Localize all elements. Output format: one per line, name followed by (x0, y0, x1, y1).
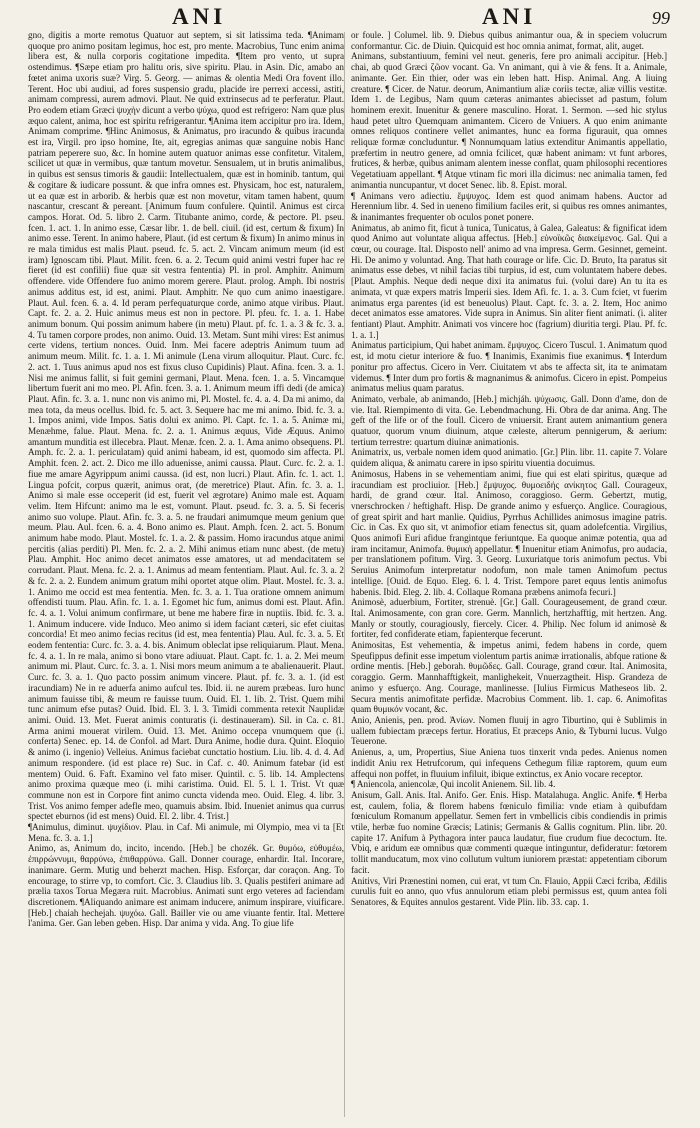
running-head-right: ANI (482, 4, 537, 29)
right-column (351, 30, 667, 1120)
entry-animatus-participle: Animatus participium, Qui habet animam. ἔμψυχος. Cicero Tuscul. 1. Animatum quod est, id motu cietur interiore & fuo. ¶ Inanimis, Exanimis fiue exanimus. ¶ Interdum ponitur pro affectus. Cicero in Verr. Ciuitatem vt abs te affecta sit, ita te animatam videmus. ¶ Inter dum pro fortis & magnanimus & animofus. Cicero in epist. Pompeius animatus melius quam paratus. (351, 340, 667, 394)
entry-animose: Animosè, aduerbium, Fortiter, strenuè. [Gr.] Gall. Courageusement, de grand cœur. Ital. Animosamente, con gran core. Germ. Mannlich, hertzhafftig, mit hertzen. Ang. Manly or stoutly, couragiously, fiercely. Cicer. 4. Philip. Nec folum id animosè & fortiter, fed confiderate etiam, fapienterque fecerunt. (351, 597, 667, 640)
entry-animositas: Animositas, Est vehementia, & impetus animi, fedem habens in corde, quem Speufippus definit esse impetum violentum partis animæ irrationalis, abfque ratione & ordine mentis. [Heb.] geborah. θυμῶδες. Gall. Courage, grand cœur. Ital. Animosita, coraggio. Germ. Mannhafftigkeit, manlighekeit, Vnuerzagtheit. Hisp. Grandeza de animo y esfuerço. Ang. Courage, manlinesse. [Iulius Firmicus Matheseos lib. 2. Secura mentis animofitate perfidæ. Macrobius Comment. lib. 1. cap. 6. Animofitas quam θυμικόν vocant, &c. (351, 640, 667, 715)
entry-animosus: Animosus, Habens in se vehementiam animi, fiue qui est elati spiritus, quæque ad iracundiam est procliuior. [Heb.] ἔμψυχος. θυμοειδής ανίκητος Gall. Courageux, hardi, de grand cœur. Ital. Animoso, coraggioso. Germ. Gebertzt, mutig, vnerschrocken / heftighaft. Hisp. De grande animo y esfuerço. Anglice. Couragious, of great spirit and hart manlie. Quidius, Pyrrhus Achillides animosus imagine patris. Cic. in Cas. Ex quo sit, vt animofior etiam fenectus sit, quam adolefcentia. Virgilius, Quos animofi Euri afidue frangintque feriuntque. Ea quoque animæ potentia, qua ad iram incitamur, Animofa. θυμικὴ appellatur. ¶ Inuenitur etiam Animofus, pro audacia, per translationem pofitum. Virg. 3. Georg. Luxuriatque toris animofum pectus. Vbi Seruius Animofum interpretatur nodofum, non male tamen Animofum pectus intellige. [Ouid. de Equo. Eleg. 6. l. 4. Trist. Tempore paret equus lentis animofus habenis. Ibid. Eleg. 2. lib. 4. Collaque Romana præbens animofa fecuri.] (351, 468, 667, 597)
entry-anitius: Anitivs, Viri Prænestini nomen, cui erat, vt tum Cn. Flauio, Appii Cæci fcriba, Ædilis curulis fuit eo anno, quo vfus annulorum etiam plebi permissus est, quum antea foli Senatores, & Equites annulos gestarent. Vide Plin. lib. 33. cap. 1. (351, 875, 667, 907)
entry-animulus: ¶Animulus, diminut. ψυχίδιον. Plau. in Caf. Mi animule, mi Olympio, mea vi ta [Et Mena. fc. 3. a. 1.] (28, 822, 344, 843)
left-column (28, 30, 344, 1120)
entry-animus-continued: gno, digitis a morte remotus Quatuor aut septem, si sit latissima teda. ¶Animam quoque pro animo positam legimus, hoc est, pro mente. Macrobius, Tunc enim anima libera est, & nulla corporis cogitatione impedita. ¶Item pro vento, ut supra ostendimus. ¶Sæpe etiam pro halitu oris, sive spiritu. Plau. in Asin. Dic, amabo an fœtet anima uxoris suæ? Virg. 5. Georg. — animas & olentia Medi Ora fovent illo. Terent. Hoc ubi audiui, ad fores suspensio gradu, placide ire perrexi accessi, astiti, animam compressi, aurem admovi. Plaut. Ne quid extrinsecus ad te perferatur. Plaut. Pro eodem etiam Græci ψυχὴν dicunt a verbo ψύχω, quod est refrigero: Nam quæ plus æquo calent, anima, hoc est spiritu refrigerantur. ¶Anima item accipitur pro ira. Idem, Animam comprime. ¶Hinc Animosus, & Animatus, pro iracundo & quibus iracunda est ira, Virgil. pro ipso homine, Ite, ait, egregias animas quæ sanguine nobis Hanc patriam peperere suo, &c. In homine autem quatuor animas esse confitetur. Vitalem, scilicet ut quæ in vermibus, quæ tantum movetur. Sensualem, ut in brutis animalibus, in quibus est sensus timoris & gaudii: Intellectualem, quæ est in hominib. tantum, qui & cogitare & iudicare possunt. & que infra omnes est. Physicam, hoc est, naturalem, ut ea quæ est in arborib. & herbis quæ est non movetur, vitam tamen habent, quum nascantur, crescant & pereant. [Animum fuum confulere. Quintil. Animus est circa campos. Horat. Od. 5. libro 2. Carm. Titubante animo, corde, & pectore. Pl. pseu. fcen. 1. act. 1. In animo esse, Cæsar libr. 1. de bell. ciuil. (id est, certum & fixum) In animo esse. Terent. In animo habere, Plaut. (id est certum & fixum) In animo minus in re mala timidus est malis Plaut. pseud. fc. 5. act. 2. Vincam animum meum (id est iram) Ignoscam tibi. Plaut. Milit. fcen. 6. a. 2. Tecum quid animi vestri fuper hac re fieret (id est confilii) fiue quæ sit vestra fententia) Pl. in prol. Amphitr. Animum offendere. vide Offendere fuo animo morem gerere. Plaut. prolog. Amph. Ibi nostris animus additus est, id est, animi. Plaut. Amphitr. Ne quo cum animo inaestigare. Plaut. Aul. fcen. 6. a. 4. Id peram perfequaturque corde, animo atque viribus. Plaut. Capt. fc. 2. a. 2. Huic animus meus est non in pectore. Pl. pfeu. fc. 1. a. 1. Habe animum bonum. Qui possim animum habere (in metu) Plaut. pf. fc. 1. a. 3 & fc. 3. a. 4. Tu tamen corpore prodes, non animo. Ouid. 13. Metam. Sunt mihi vires: Est animus certe videns, tertium nonces. Ouid. Inm. Mei facere adeptris Animum tuum ad animum meum. Milit. fc. 1. a. 1. Mi animule (Lena virum alloquitur. Plaut. Curc. fc. 2. act. 1. Tuus animus apud nos est fixus cluso Cupidinis) Plaut. Afina. fcen. 3. a. 1. Nisi me animus fallit, si fuit gemini germani, Plaut. Mena. fcen. 1. a. 5. Vincamque libertum fuerit ani mo meo. Pl. Afin. fcen. 3. a. 1. Animum meum iffi dedi (de amica) Plaut. Afin. fc. 3. a. 1. nunc non vis animo mi, Pl. Mostel. fc. 4. a. 4. Da mi animo, da mea tota, da meus ocellus. Ibid. fc. 5. act. 3. Sequere hac me mi animo. Ibid. fc. 3. a. 1. Impos animi, vide Impos. Satis dolui ex animo. Pl. Capt. fc. 1. a. 5. Animæ mi, Menæhme, falue. Plaut. Mena. fc. 2. a. 1. Animus æquus, Vide Æquus. Animo amantum munditia est illecebra. Plaut. Menæ. fcen. 2. a. 1. Ama animo obsequens. Pl. Amph. fc. 2. a. 1. periculatam) quid animi habeam, id est, quomodo sim affecta. Pl. Amphit. fcen. 2. act. 2. Dico me illo aduenisse, animi caussa. Plaut. Curc. fc. 2. a. 1. fiue me amare Agyrippum animi caussa. (id est, non lucri.) Plaut. Afin. fc. 1. act. 1. Lingua pofcit, corpus quærit, animus orat, (de meretrice) Plaut. Afin. fc. 3. a. 1. Animo si male esse occeperit (id est, fuerit vel ægrotare) Animo male est. Aquam velim. Item Hifcunt: animo ma le est, vomunt. Plaut. pseud. fc. 3. a. 5. Si feceris animo suo volupe. Plaut. Afin. fc. 3. a. 5. ne fraudari animumque meum genium que meum. Plau. Aul. fcen. 6. a. 4. Bono animo es. Plaut. Amph. fcen. 2. act. 5. Bonum animum habe modo. Plaut. Mostel. fc. 1. a. 2. & passim. Homo iracundus atque animi percitis (alias perditi) Pl. Men. fc. 2. a. 2. Mihi animus etiam nunc abest. (de metu) Plau. Amphit. Hoc animo decet animatos esse amatores, ut ad mendacitatem se corrudant. Plaut. Mena. fc. 2. a. 1. Animus ad meam fententiam. Plaut. Aul. fc. 3. a. 2 & fc. 2. a. 2. Eundem animum gratum mihi oportet atque olim. Plaut. Mostel. fc. 3. a. 1. Animo me occid est mea fententia. Men. fc. 3. a. 1. Tua oratione omnem animum offendisti tuum. Plau. Afin. fc. 1. a. 1. Egomet hic fum, animus domi est. Plaut. Afin. fc. 4. a. 1. Volui animum confirmare, ut bene me habere firæ in nuptiis. Ibid. fc. 3. a. 1. Animum inducere. vide Induco. Meo animo si idem faciant cæteri, sic efet ciuitas concordia! Et meo animo fecias recitus (id est, mea fententia) Plau. Aul. fc. 3. a. 5. Et eodem fententia: Curc. fc. 3. a. 4. bis. Animum obleclat ipse reliquiarum. Plaut. Mena. fc. 4. a. 1. In re mala, animo si bono vtare adiuuat. Plaut. Capt. fc. 1. a. 2. Mei meum animum mi. Plaut. Curc. fc. 3. a. 1. Nisi mors meum animum a te abalienauerit. Plaut. Curc. fc. 3. a. 1. Quo pacto possim animum vincere. Plaut. pf. fc. 3. a. 1. (id est iracundiam) Ne in re aduerfa animo aufcul tes. Ibid. ii. ne aurem præbeas. Iuro hunc animum fauisse tibi, & meum re fauisse tuum. Ouid. El. 1. lib. 2. Trist. Quem mihi tunc animum efse putas? Ouid. Ibid. El. 3. l. 3. Timidi commenta retexit Nauplidæ animi. Ouid. 13. Met. Fuerat animis conturatis (i. destinaueram). Sil. in Ca. c. 81. Arma animi mouerat virilem. Ouid. 13. Met. Animo occepa vnumquem que (i. conferta) Senec. ep. 14. de Confol. ad Mart. Dura Anime, hodie dura. Quint. Eloquio & animo (i. ingenio) Velleius. Animus faciebat cunctatio hostium. Liu. lib. 4. d. 4. Ad animum respondere. (id est place re) Suc. in Caf. c. 40. Animum fatebar (id est mentem) Ouid. 6. Faft. Examino vel fato miser. Quintil. c. 5. lib. 14. Amplectens animo proxima quæque meo (i. mihi caristima. Ouid. El. 5. l. 1. Trist. Vt quæ commune non est in Corpore fint animo cuncta videnda meo. Ouid. Eleg. 4. libr. 3. Trist. Vos animo femper adefle meo, quamuis absim. Ibid. Inueniet animus qua currus spectet eburnos (id est mens) Ouid. El. 2. libr. 4. Trist.] (28, 30, 344, 822)
entry-animatus: Animatus, ab animo fit, ficut à tunica, Tunicatus, à Galea, Galeatus: & fignificat idem quod Animo aut voluntate aliqua affectus. [Heb.] εὐνοϊκῶς διακείμενος. Gal. Qui a cœur, ou courage. Ital. Disposto nell' animo ad vna impresa. Germ. Gesinnet, gemeint. Hi. De animo y voluntad. Ang. That hath courage or life. Cic. D. Bruto, Ita paratus sit animatus esse debes, vt nihil facias tibi turpius, id est, cum voluntatem habere debes. [Plaut. Amphis. Neque dedi neque dixi ita animatus fui. (volui dare) An tu ita es animata, vt quæ expers matris Imperii sies. Idem Afi. fc. 1. a. 3. Cum fciet, vt fuerim animatus erga parentes (id est beneuolus) Plaut. Capt. fc. 3. a. 2. Item, Hoc animo decet animatos esse amatores. Vide supra in Animus. Sin aliter fient animati. (i. aliter fentiant) Plaut. Amphitr. Animati vos vincere hoc (fagrium) diuritia tergi. Plau. Pf. fc. 1. a. 1.] (351, 222, 667, 340)
entry-animans: Animans, substantiuum, femini vel neut. generis, fere pro animali accipitur. [Heb.] chai, ab quod Græci ζῶον vocant. Ga. Vn animant, qui à vie & fens. It a. Animale, animante. Ger. Ein thier, oder was ein leben hatt. Hisp. Animal. Ang. A liuing creature. ¶ Cicer. de Natur. deorum, Animantium aliæ coriis tectæ, aliæ villis vestitæ. Idem 1. de Legibus, Nam quum cæteras animantes abiecisset ad pastum, folum hominem erexit. Inuenitur & genere masculino. Horat. 1. Sermon. —sed hic stylus haud petet ultro Quemquam animantem. Cicero de Vniuers. A quo enim animante omnes reliquos continere vellet animantes, hunc ea forma figurauit, qua omnes reliquæ formæ concluduntur. ¶ Nonnumquam latius extenditur Animantis appellatio, præfertim in neutro genere, ad omnia fcilicet, quæ habent animam: vt funt arbores, frutices, & herbæ, quibus animam alentem inesse conflat, quam philosophi recentiores Vegetatiuam appellant. ¶ Atque vtinam fic mori illa dicimus: nec animalia tamen, fed animantia nuncupantur, vt docet Senec. lib. 8. Epist. moral. (351, 51, 667, 190)
entry-animatio: Animato, verbale, ab animando, [Heb.] michjáh. ψύχωσις. Gall. Donn d'ame, don de vie. Ital. Riempimento di vita. Ge. Lebendmachung. Hi. Obra de dar anima. Ang. The geft of the life or of the foull. Cicero de vniuersit. Erant autem animantium genera quatuor, quorum vnum diuinum, atque cæleste, alterum pennigerum, & aerium: tertium terrestre: quartum diuinæ animationis. (351, 393, 667, 447)
entry-aniencola: ¶ Aniencola, aniencolæ, Qui incolit Anienem. Sil. lib. 4. (351, 779, 556, 790)
entry-anio: Anio, Anienis, pen. prod. Ἀνίων. Nomen fluuij in agro Tiburtino, qui è Sublimis in uallem fubiectam præceps fertur. Horatius, Et præceps Anio, & Tyburni lucus. Vulgo Teuerone. (351, 715, 667, 747)
entry-animans-adjective: ¶ Animans vero adiectiu. ἔμψυχος. Idem est quod animam habens. Auctor ad Herennium libr. 4. Sed in ueneno fimilium faciles erit, si quibus res omnes animantes, & inanimantes frequenter ob oculos ponet ponere. (351, 190, 667, 222)
entry-animatus-verbal: Animatrix, us, verbale nomen idem quod animatio. [Gr.] Plin. libr. 11. capite 7. Volare quidem aliqua, & animatu carere in ipso spiritu viuentia docuimus. (351, 447, 667, 469)
entry-animo: Animo, as, Animum do, incito, incendo. [Heb.] be chozék. Gr. θυμόω, εὐθυμέω, ἐπιρρώννυμι, θαρρύνω, ἐπιθαρρύνω. Gall. Donner courage, enhardir. Ital. Incorare, inanimare. Germ. Mutig und beherzt machen. Hisp. Esforçar, dar coraçon. Ang. To encourage, to stirre vp, to comfort. Cic. 3. Claudius lib. 3. Qualis pestiferi animare ad prælia taxos Torua Megæra ruit. Macrobius. Animati sunt ergo veteres ad faciendam discretionem. ¶Aliquando animare est animam inducere, animum inspirare, viuificare. [Heb.] chaiah hechejah. ψυχόω. Gall. Bailler vie ou ame viuante fentir. Ital. Mettere l'anima. Ger. Gan leben geben. Hisp. Dar anima y vida. Ang. To giue life (28, 843, 344, 929)
entry-animo-continued: or foule. ] Columel. lib. 9. Diebus quibus animantur oua, & in speciem volucrum conformantur. Cic. de Diuin. Quicquid est hoc omnia animat, format, alit, auget. (351, 30, 667, 51)
entry-anisum: Anisum, Gall. Anis. Ital. Anifo. Ger. Enis. Hisp. Matalahuga. Anglic. Anife. ¶ Herba est, caulem, folia, & florem habens fœniculo fimilia: vnde etiam à quibufdam fœniculum Romanum appellatur. Semen fert in vmbellicis cibis condiendis in primis vtile, herbæ fuo nomine Græcis; Latinis; Germanis & Gallis cognitum. Plin. libr. 20. capite 17. Anifum à Pythagora inter pauca laudatur, fiue crudum fiue decoctum. Ite. Vbiq, e aridum eæ omnibus quæ commenti quæque intinguntur, defideratur: fœtorem tollit manducatum, mox vino collutum vultum iuniorem præstat: appetentiam ciborum facit. (351, 789, 667, 875)
running-head-left: ANI (172, 4, 227, 29)
column-divider (344, 32, 345, 1117)
page-number: 99 (652, 8, 670, 28)
entry-anienus: Anienus, a, um, Propertius, Siue Aniena tuos tinxerit vnda pedes. Anienus nomen indidit Aniu rex Hetrufcorum, qui infequens Cethegum filiæ raptorem, quum eum affequi non poffet, in fluuium infiluit, ibique extinctus, ex Anio vocare receptor. (351, 747, 667, 779)
